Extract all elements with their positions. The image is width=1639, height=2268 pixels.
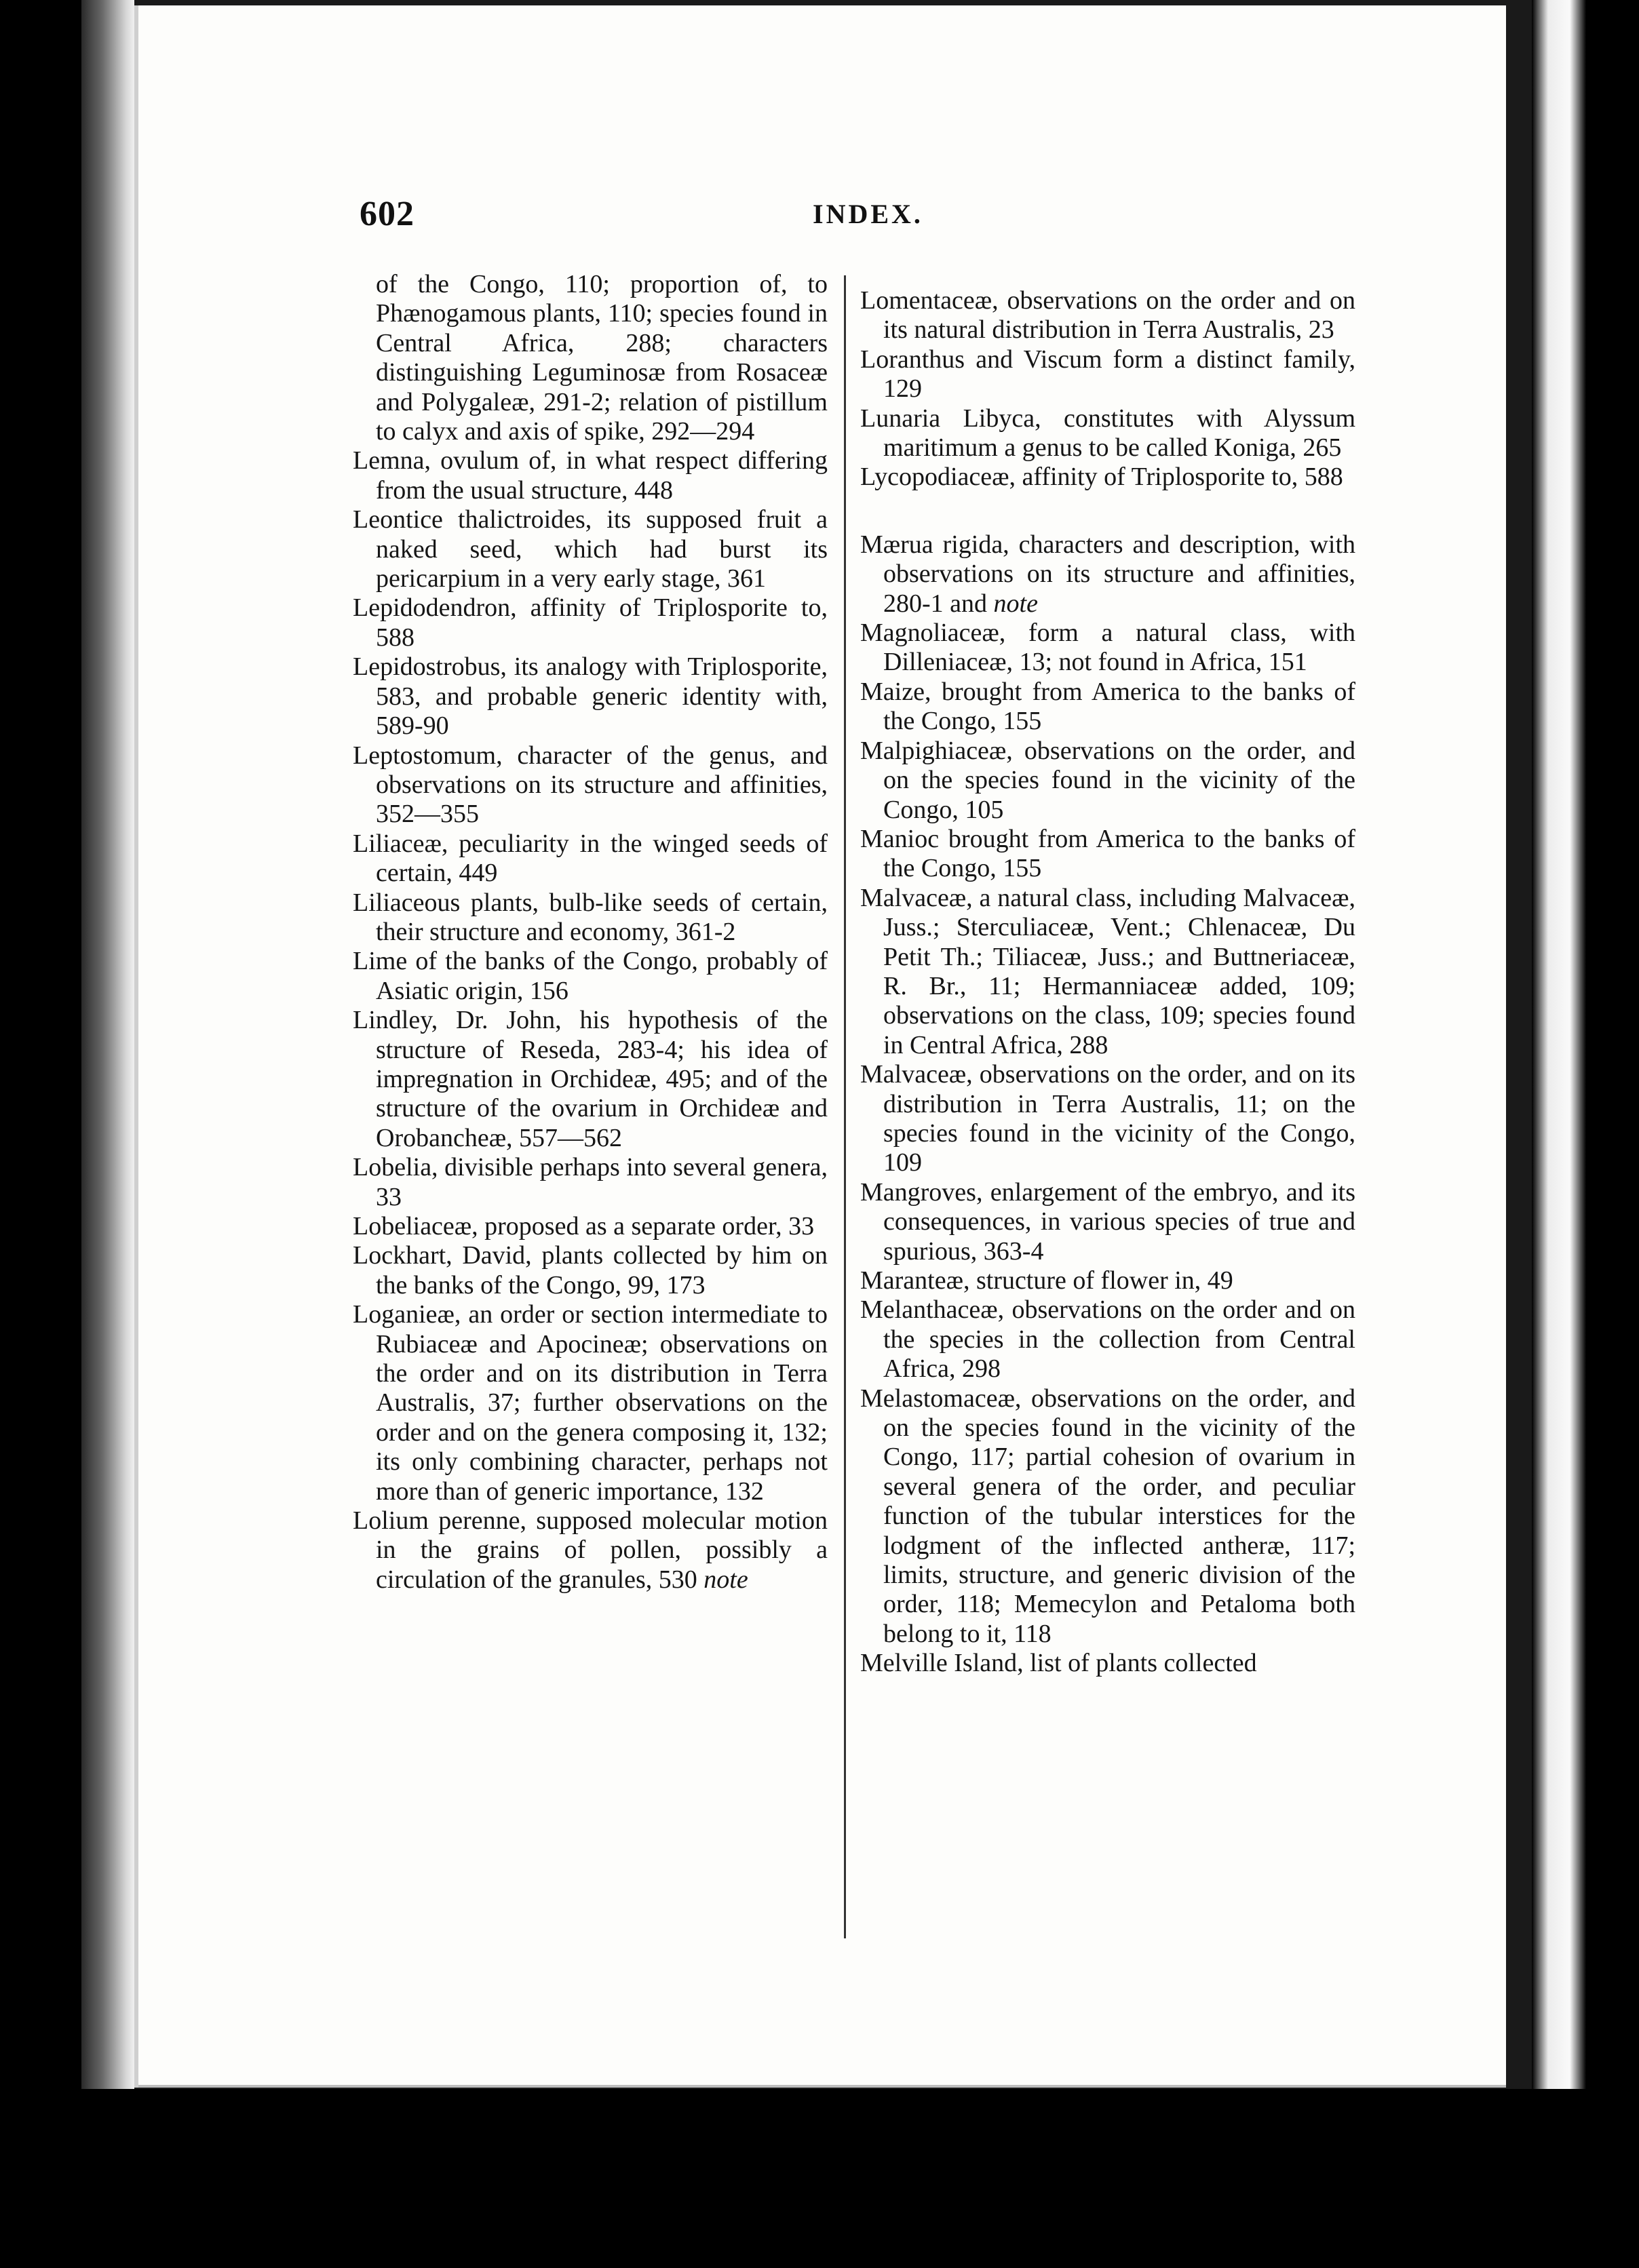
- index-entry: [860, 1178, 1355, 1266]
- index-entry-text: Melanthaceæ, observations on the order and on the species in the collection from Central Africa, 298: [860, 1295, 1355, 1384]
- index-entry-text: Lycopodiaceæ, affinity of Triplosporite to, 588: [860, 463, 1343, 492]
- index-entry-text: Liliaceæ, peculiarity in the winged seeds of certain, 449: [353, 829, 828, 888]
- column-divider: [844, 275, 846, 1938]
- index-entry-text: Lomentaceæ, observations on the order and on its natural distribution in Terra Australis, 23: [860, 286, 1355, 345]
- index-entry: [860, 884, 1355, 1060]
- index-entry: [353, 1241, 828, 1300]
- index-entry: [353, 947, 828, 1006]
- index-entry-text: Malpighiaceæ, observations on the order, and on the species found in the vicinity of the Congo, 105: [860, 736, 1355, 824]
- index-entry: [860, 678, 1355, 737]
- index-entry-text: Lime of the banks of the Congo, probably of Asiatic origin, 156: [353, 947, 828, 1005]
- index-entry: [860, 345, 1355, 404]
- index-entry-text: Melastomaceæ, observations on the order, and on the species found in the vicinity of the Congo, 117; partial cohesion of ovarium in several genera of the order, and peculiar function of the tubular interstices for the lodgment of the inflected antheræ, 117; limits, structure, and generic division of the order, 118; Memecylon and Petaloma both belong to it, 118: [860, 1384, 1355, 1648]
- index-entry-text: Leptostomum, character of the genus, and observations on its structure and affinities, 352—355: [353, 741, 828, 829]
- scan-bottom-margin: [0, 2089, 1639, 2268]
- index-entry: [353, 652, 828, 741]
- index-entry: [860, 463, 1355, 492]
- index-entry: [353, 505, 828, 593]
- index-entry: [353, 1506, 828, 1595]
- index-entry: [860, 1295, 1355, 1384]
- index-entry: [860, 1060, 1355, 1178]
- index-entry-text: Lunaria Libyca, constitutes with Alyssum maritimum a genus to be called Koniga, 265: [860, 404, 1355, 463]
- index-entry-text: Malvaceæ, a natural class, including Malvaceæ, Juss.; Sterculiaceæ, Vent.; Chlenaceæ, Du Petit Th.; Tiliaceæ, Juss.; and Buttneriaceæ, R. Br., 11; Hermanniaceæ added, 109; observations on the class, 109; species found in Central Africa, 288: [860, 883, 1355, 1059]
- index-entry: [860, 404, 1355, 463]
- index-entry-text: Mærua rigida, characters and description, with observations on its structure and affinities, 280-1 and: [860, 530, 1355, 618]
- index-entry: [860, 1384, 1355, 1649]
- index-entry-text: Lobeliaceæ, proposed as a separate order, 33: [353, 1212, 815, 1240]
- index-entry-text: Lockhart, David, plants collected by him on the banks of the Congo, 99, 173: [353, 1241, 828, 1299]
- index-entry: [860, 825, 1355, 884]
- index-entry-text: Lepidostrobus, its analogy with Triplosporite, 583, and probable generic identity with, 589-90: [353, 652, 828, 741]
- index-entry: [353, 1300, 828, 1506]
- index-entry: [353, 741, 828, 829]
- index-entry-text: Lolium perenne, supposed molecular motion in the grains of pollen, possibly a circulation of the granules, 530: [353, 1506, 828, 1594]
- index-entry: [353, 1153, 828, 1212]
- index-entry: [860, 286, 1355, 345]
- index-entry: [860, 1266, 1355, 1295]
- index-entry-text: Maize, brought from America to the banks of the Congo, 155: [860, 677, 1355, 736]
- facing-page-edge: [1532, 0, 1586, 2268]
- index-entry: [353, 446, 828, 505]
- index-entry-text: Liliaceous plants, bulb-like seeds of certain, their structure and economy, 361-2: [353, 888, 828, 946]
- index-entry: [860, 737, 1355, 825]
- index-entry-text: Malvaceæ, observations on the order, and on its distribution in Terra Australis, 11; on the species found in the vicinity of the Congo, 109: [860, 1060, 1355, 1177]
- index-entry-text: Lepidodendron, affinity of Triplosporite to, 588: [353, 593, 828, 652]
- index-entry: [353, 1006, 828, 1153]
- index-entry-text: Maranteæ, structure of flower in, 49: [860, 1266, 1233, 1295]
- index-entry-text: of the Congo, 110; proportion of, to Phænogamous plants, 110; species found in Central Africa, 288; characters distinguishing Leguminosæ from Rosaceæ and Polygaleæ, 291-2; relation of pistillum to calyx and axis of spike, 292—294: [376, 270, 828, 446]
- index-entry: [353, 1212, 828, 1241]
- book-gutter: [81, 0, 134, 2096]
- index-entry-text: Leontice thalictroides, its supposed fruit a naked seed, which had burst its pericarpium in a very early stage, 361: [353, 505, 828, 593]
- index-entry-text: Loranthus and Viscum form a distinct family, 129: [860, 345, 1355, 404]
- index-entry-text: Lobelia, divisible perhaps into several genera, 33: [353, 1153, 828, 1211]
- index-entry-text: Magnoliaceæ, form a natural class, with Dilleniaceæ, 13; not found in Africa, 151: [860, 619, 1355, 677]
- index-entry-text: Loganieæ, an order or section intermediate to Rubiaceæ and Apocineæ; observations on the order and on its distribution in Terra Australis, 37; further observations on the order and on the genera composing it, 132; its only combining character, perhaps not more than of generic importance, 132: [353, 1300, 828, 1506]
- index-entry: [353, 593, 828, 652]
- index-entry-text: Lemna, ovulum of, in what respect differing from the usual structure, 448: [353, 446, 828, 505]
- index-entry: [860, 530, 1355, 619]
- page-number: 602: [360, 195, 414, 233]
- page-header: [360, 194, 1391, 248]
- index-entry-text: Lindley, Dr. John, his hypothesis of the structure of Reseda, 283-4; his idea of impregnation in Orchideæ, 495; and of the structure of the ovarium in Orchideæ and Orobancheæ, 557—562: [353, 1006, 828, 1152]
- note-reference: note: [703, 1565, 748, 1594]
- index-entry-text: Mangroves, enlargement of the embryo, and its consequences, in various species of true and spurious, 363-4: [860, 1177, 1355, 1266]
- index-entry-text: Manioc brought from America to the banks of the Congo, 155: [860, 824, 1355, 883]
- running-head: INDEX.: [813, 199, 923, 229]
- index-entry: [860, 619, 1355, 678]
- index-entry: [353, 888, 828, 947]
- index-column-left: [353, 270, 828, 1595]
- index-entry: [860, 1649, 1355, 1678]
- letter-section-gap: [860, 492, 1355, 530]
- index-entry: [353, 829, 828, 888]
- index-entry: [353, 270, 828, 446]
- index-column-right: [860, 286, 1355, 1679]
- note-reference: note: [993, 589, 1038, 618]
- index-entry-text: Melville Island, list of plants collected: [860, 1649, 1257, 1678]
